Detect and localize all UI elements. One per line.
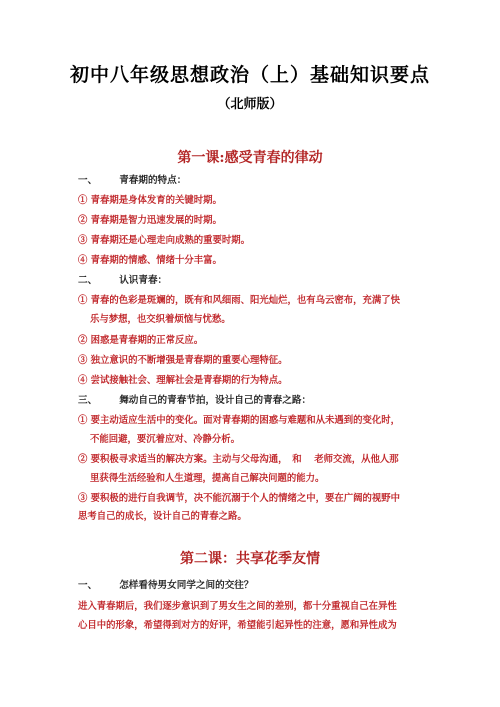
section-heading (78, 577, 254, 591)
lesson-2-title: 第二课：共享花季友情 (180, 551, 320, 567)
item-marker: ① (78, 415, 88, 426)
list-item-continuation: 里获得生活经验和人生道理，提高自己解决问题的能力。 (90, 473, 325, 484)
list-item-continuation: 不能回避，要沉着应对、冷静分析。 (90, 434, 241, 445)
list-item (78, 252, 222, 266)
list-item (78, 412, 400, 426)
item-marker: ② (78, 335, 88, 346)
list-item (78, 332, 203, 346)
item-text: 青春期的情感、情绪十分丰富。 (90, 255, 222, 266)
item-marker: ② (78, 215, 88, 226)
lesson-1-title: 第一课:感受青春的律动 (177, 150, 323, 166)
section-number: 二、 (78, 275, 98, 286)
section-head: 舞动自己的青春节拍，设计自己的青春之路： (119, 395, 312, 406)
section-number: 三、 (78, 395, 98, 406)
item-marker: ① (78, 195, 88, 206)
item-marker: ③ (78, 235, 88, 246)
list-item (78, 292, 400, 306)
item-marker: ① (78, 295, 88, 306)
item-text: 要积极寻求适当的解决方案。主动与父母沟通， 和 老师交流，从他人那 (90, 454, 399, 465)
list-item (78, 352, 288, 366)
list-item (78, 372, 288, 386)
item-text: 青春的色彩是斑斓的，既有和风细雨、阳光灿烂，也有乌云密布，充满了快 (90, 295, 401, 306)
item-text: 要积极的进行自我调节，决不能沉溺于个人的情绪之中，要在广阔的视野中 (90, 493, 401, 504)
item-text: 青春期还是心理走向成熟的重要时期。 (90, 235, 251, 246)
item-text: 青春期是身体发育的关键时期。 (90, 195, 222, 206)
section-number: 一、 (78, 580, 98, 591)
item-marker: ③ (78, 493, 88, 504)
list-item-continuation: 思考自己的成长，设计自己的青春之路。 (78, 511, 247, 522)
section-head: 认识青春： (119, 275, 168, 286)
paragraph-line: 进入青春期后，我们逐步意识到了男女生之间的差别，都十分重视自己在异性 (78, 601, 397, 612)
item-marker: ④ (78, 375, 88, 386)
item-text: 独立意识的不断增强是青春期的重要心理特征。 (90, 355, 288, 366)
item-text: 尝试接触社会、理解社会是青春期的行为特点。 (90, 375, 288, 386)
list-item (78, 232, 250, 246)
list-item (78, 212, 222, 226)
section-number: 一、 (78, 175, 98, 186)
item-marker: ③ (78, 355, 88, 366)
list-item (78, 451, 399, 465)
item-text: 要主动适应生活中的变化。面对青春期的困惑与难题和从未遇到的变化时， (90, 415, 401, 426)
item-text: 青春期是智力迅速发展的时期。 (90, 215, 222, 226)
page-subtitle: （北师版） (217, 97, 283, 112)
item-marker: ② (78, 454, 88, 465)
item-text: 困惑是青春期的正常反应。 (90, 335, 204, 346)
section-heading (78, 172, 186, 186)
section-head: 怎样看待男女同学之间的交往？ (119, 580, 254, 591)
list-item (78, 192, 222, 206)
page-title: 初中八年级思想政治（上）基础知识要点 (69, 64, 430, 86)
list-item (78, 490, 400, 504)
paragraph-line: 心目中的形象，希望得到对方的好评，希望能引起异性的注意，愿和异性成为 (78, 620, 397, 631)
item-marker: ④ (78, 255, 88, 266)
section-heading (78, 272, 167, 286)
section-heading (78, 392, 311, 406)
section-head: 青春期的特点： (119, 175, 187, 186)
list-item-continuation: 乐与梦想，也交织着烦恼与忧愁。 (90, 314, 231, 325)
